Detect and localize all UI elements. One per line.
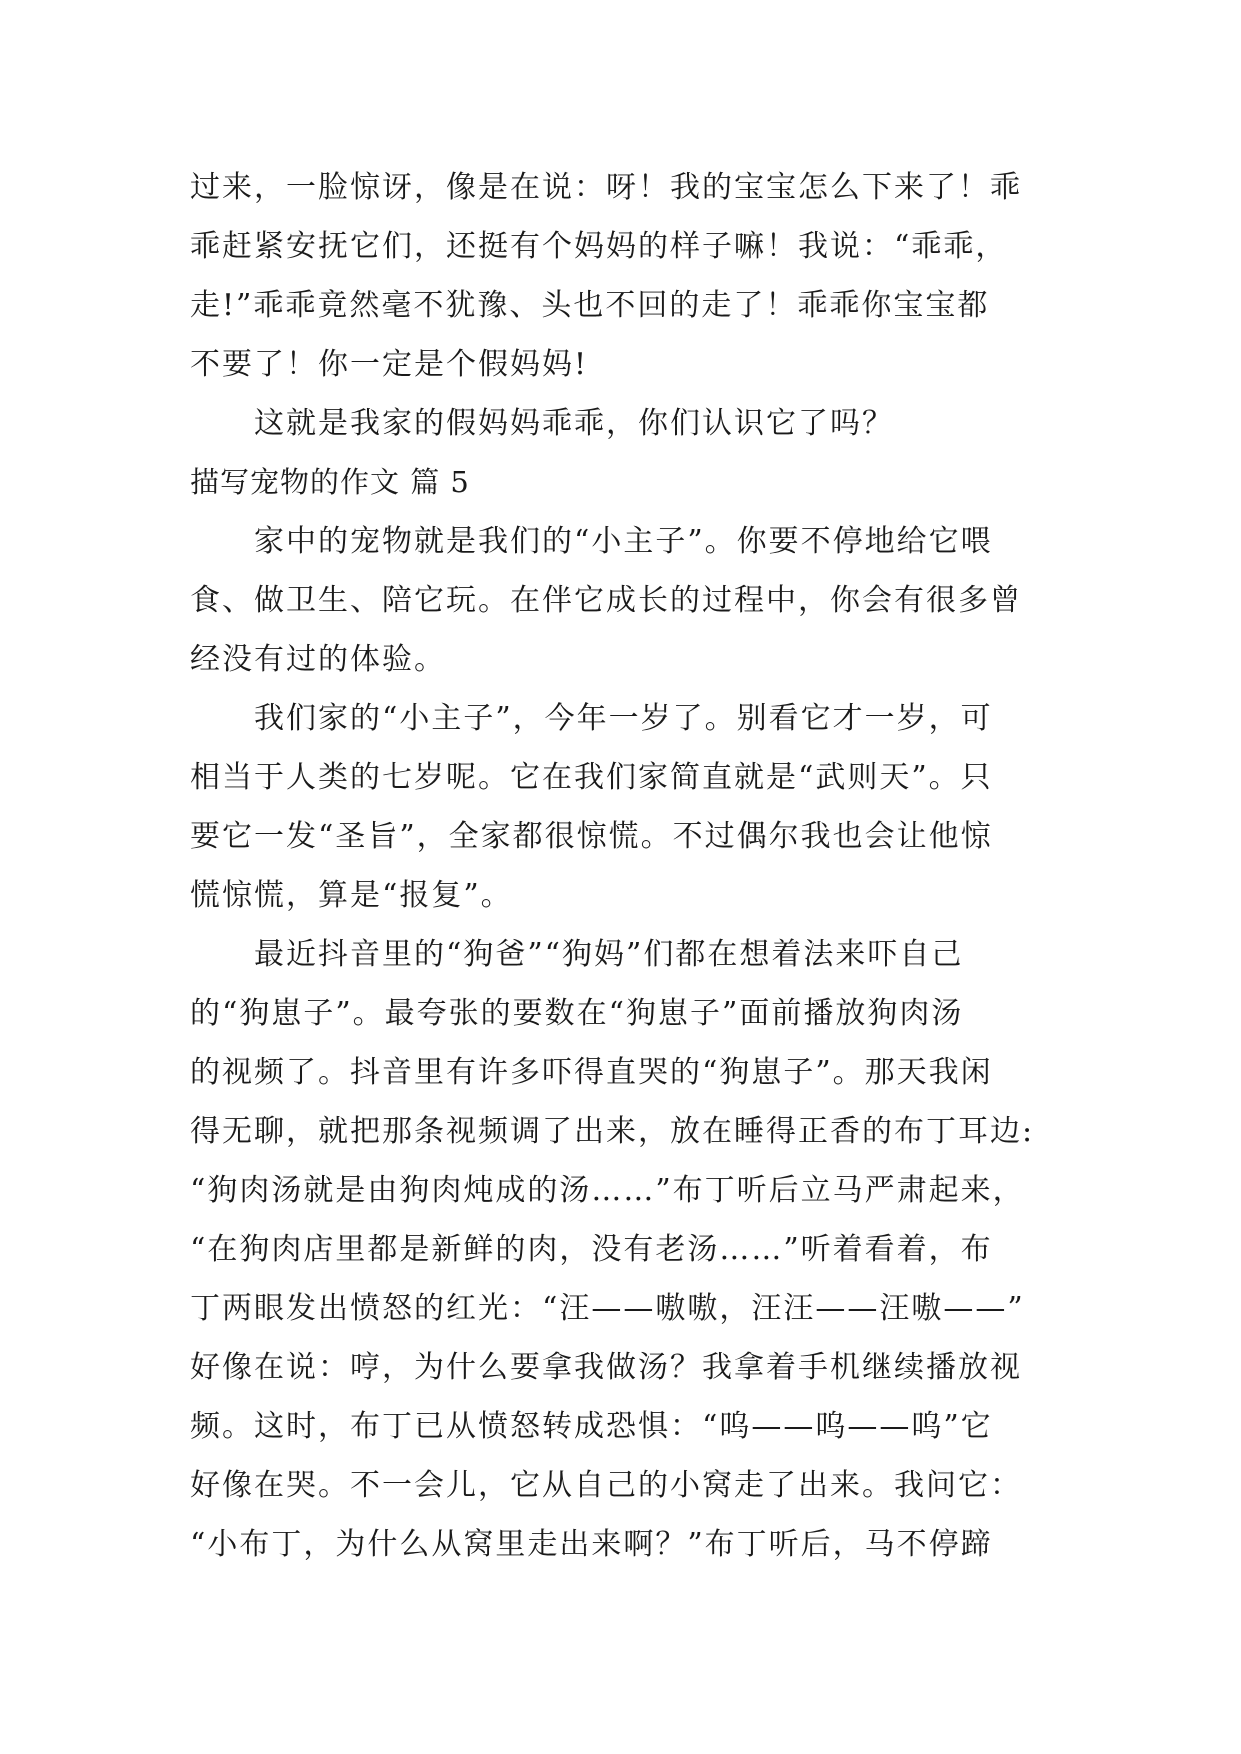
text-line: 最近抖音里的“狗爸”“狗妈”们都在想着法来吓自己	[254, 937, 964, 972]
text-line: 食、做卫生、陪它玩。在伴它成长的过程中，你会有很多曾	[190, 583, 1022, 618]
text-line: 这就是我家的假妈妈乖乖，你们认识它了吗？	[254, 406, 894, 441]
text-line: 好像在说：哼，为什么要拿我做汤？我拿着手机继续播放视	[190, 1350, 1022, 1385]
document-body	[190, 158, 1058, 1574]
text-line: 相当于人类的七岁呢。它在我们家简直就是“武则天”。只	[190, 760, 993, 795]
text-line: 丁两眼发出愤怒的红光：“汪——嗷嗷，汪汪——汪嗷——”	[190, 1291, 1025, 1326]
text-line: 得无聊，就把那条视频调了出来，放在睡得正香的布丁耳边:	[190, 1114, 1035, 1149]
text-line: “小布丁，为什么从窝里走出来啊？”布丁听后，马不停蹄	[190, 1527, 993, 1562]
text-line: 家中的宠物就是我们的“小主子”。你要不停地给它喂	[254, 524, 993, 559]
paragraph-2	[190, 689, 1058, 925]
text-line: 慌惊慌，算是“报复”。	[190, 878, 513, 913]
text-line: 频。这时，布丁已从愤怒转成恐惧：“呜——呜——呜”它	[190, 1409, 993, 1444]
text-line: 的视频了。抖音里有许多吓得直哭的“狗崽子”。那天我闲	[190, 1055, 993, 1090]
text-line: 的“狗崽子”。最夸张的要数在“狗崽子”面前播放狗肉汤	[190, 996, 964, 1031]
previous-essay-tail	[190, 158, 1058, 394]
heading-text: 描写宠物的作文 篇 5	[190, 465, 470, 499]
text-line: “狗肉汤就是由狗肉炖成的汤……”布丁听后立马严肃起来，	[190, 1173, 1025, 1208]
previous-essay-closing	[190, 394, 1058, 453]
text-line: 好像在哭。不一会儿，它从自己的小窝走了出来。我问它：	[190, 1468, 1022, 1503]
paragraph-3	[190, 925, 1058, 1574]
text-line: 要它一发“圣旨”，全家都很惊慌。不过偶尔我也会让他惊	[190, 819, 993, 854]
paragraph-1	[190, 512, 1058, 689]
text-line: 乖赶紧安抚它们，还挺有个妈妈的样子嘛！我说：“乖乖，	[190, 229, 1008, 264]
text-line: 我们家的“小主子”，今年一岁了。别看它才一岁，可	[254, 701, 993, 736]
text-line: 走!”乖乖竟然毫不犹豫、头也不回的走了！乖乖你宝宝都	[190, 288, 990, 323]
text-line: 不要了！你一定是个假妈妈!	[190, 347, 589, 382]
text-line: 过来，一脸惊讶，像是在说：呀！我的宝宝怎么下来了！乖	[190, 170, 1022, 205]
text-line: 经没有过的体验。	[190, 642, 446, 677]
text-line: “在狗肉店里都是新鲜的肉，没有老汤……”听着看着，布	[190, 1232, 993, 1267]
section-heading	[190, 453, 1058, 512]
